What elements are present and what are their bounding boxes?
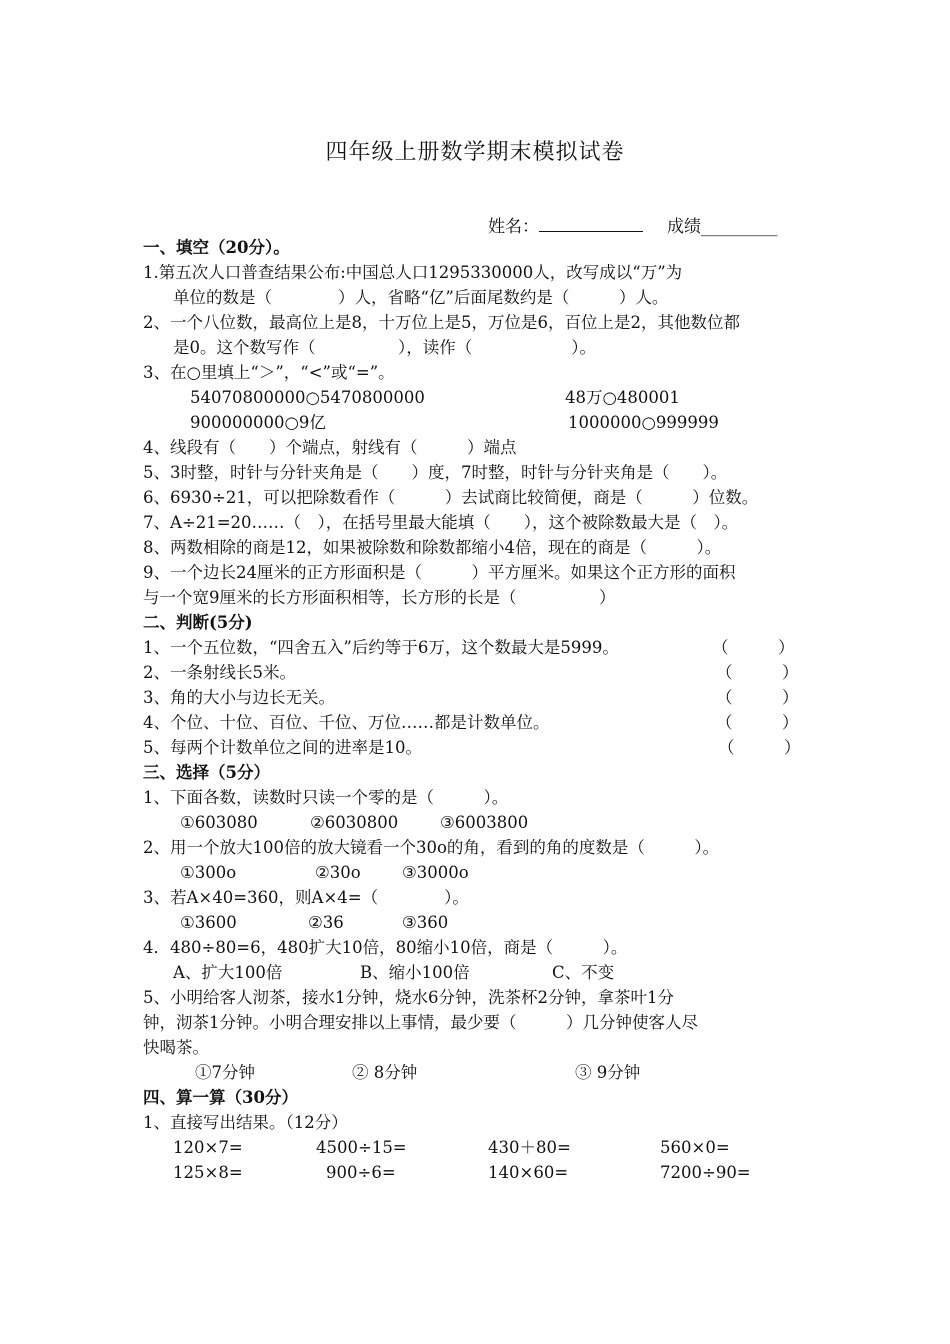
calc-item: 125×8= (173, 1163, 243, 1182)
choice-question-2: 2、用一个放大100倍的放大镜看一个30o的角，看到的角的度数是（ ）。 (143, 838, 720, 857)
compare-item-2: 48万○480001 (565, 388, 680, 407)
calc-item: 7200÷90= (660, 1163, 751, 1182)
calc-item: 4500÷15= (316, 1138, 407, 1157)
choice-2-option-2: ②30o (315, 863, 361, 882)
judge-paren-1[interactable]: （ ） (712, 638, 795, 657)
choice-2-option-3: ③3000o (402, 863, 469, 882)
choice-4-option-a: A、扩大100倍 (173, 963, 283, 982)
question-1-9-line-2: 与一个宽9厘米的长方形面积相等，长方形的长是（ ） (143, 588, 616, 607)
page-title: 四年级上册数学期末模拟试卷 (325, 140, 625, 165)
calc-item: 120×7= (173, 1138, 243, 1157)
choice-5-option-3: ③ 9分钟 (575, 1063, 641, 1082)
name-label: 姓名： (488, 217, 539, 237)
choice-3-option-3: ③360 (402, 913, 449, 932)
judge-item-5: 5、每两个计数单位之间的进率是10。 (143, 738, 422, 757)
question-1-4: 4、线段有（ ）个端点，射线有（ ）端点 (143, 438, 517, 457)
calc-subheading: 1、直接写出结果。（12分） (143, 1113, 348, 1132)
choice-1-option-1: ①603080 (180, 813, 258, 832)
judge-item-4: 4、个位、十位、百位、千位、万位……都是计数单位。 (143, 713, 550, 732)
question-1-6: 6、6930÷21，可以把除数看作（ ）去试商比较简便，商是（ ）位数。 (143, 488, 759, 507)
compare-item-3: 900000000○9亿 (190, 413, 326, 432)
question-1-1-line-1: 1.第五次人口普查结果公布:中国总人口1295330000人，改写成以“万”为 (143, 263, 683, 282)
section-2-heading: 二、判断(5分) (143, 613, 253, 632)
choice-4-option-b: B、缩小100倍 (360, 963, 470, 982)
judge-paren-3[interactable]: （ ） (716, 688, 799, 707)
judge-paren-5[interactable]: （ ） (718, 738, 801, 757)
calc-item: 900÷6= (326, 1163, 396, 1182)
question-1-8: 8、两数相除的商是12，如果被除数和除数都缩小4倍，现在的商是（ ）。 (143, 538, 722, 557)
choice-1-option-3: ③6003800 (440, 813, 529, 832)
choice-question-4: 4．480÷80=6，480扩大10倍，80缩小10倍，商是（ ）。 (143, 938, 628, 957)
judge-paren-4[interactable]: （ ） (716, 713, 799, 732)
choice-3-option-2: ②36 (308, 913, 344, 932)
section-4-heading: 四、算一算（30分） (143, 1088, 298, 1107)
judge-item-2: 2、一条射线长5米。 (143, 663, 296, 682)
calc-item: 140×60= (488, 1163, 569, 1182)
choice-3-option-1: ①3600 (180, 913, 237, 932)
question-1-9-line-1: 9、一个边长24厘米的正方形面积是（ ）平方厘米。如果这个正方形的面积 (143, 563, 736, 582)
choice-1-option-2: ②6030800 (310, 813, 399, 832)
choice-question-3: 3、若A×40=360，则A×4=（ ）。 (143, 888, 469, 907)
section-1-heading: 一、填空（20分）。 (143, 238, 290, 257)
question-1-3: 3、在○里填上“＞”，“<”或“=”。 (143, 363, 395, 382)
judge-paren-2[interactable]: （ ） (716, 663, 799, 682)
choice-question-5-line-1: 5、小明给客人沏茶，接水1分钟，烧水6分钟，洗茶杯2分钟，拿茶叶1分 (143, 988, 674, 1007)
score-label: 成绩_________ (667, 217, 778, 237)
section-3-heading: 三、选择（5分） (143, 763, 270, 782)
judge-item-1: 1、一个五位数，“四舍五入”后约等于6万，这个数最大是5999。 (143, 638, 619, 657)
choice-2-option-1: ①300o (180, 863, 237, 882)
question-1-2-line-1: 2、一个八位数，最高位上是8，十万位上是5，万位是6，百位上是2，其他数位都 (143, 313, 740, 332)
compare-item-4: 1000000○999999 (568, 413, 719, 432)
choice-5-option-2: ② 8分钟 (352, 1063, 418, 1082)
judge-item-3: 3、角的大小与边长无关。 (143, 688, 335, 707)
calc-item: 430＋80= (488, 1138, 571, 1157)
question-1-5: 5、3时整，时针与分针夹角是（ ）度，7时整，时针与分针夹角是（ ）。 (143, 463, 728, 482)
choice-4-option-c: C、不变 (552, 963, 615, 982)
name-blank[interactable] (539, 215, 643, 232)
student-info-row (488, 212, 778, 237)
choice-5-option-1: ①7分钟 (195, 1063, 255, 1082)
compare-item-1: 54070800000○5470800000 (190, 388, 425, 407)
choice-question-1: 1、下面各数，读数时只读一个零的是（ ）。 (143, 788, 509, 807)
question-1-2-line-2: 是0。这个数写作（ ），读作（ ）。 (173, 338, 596, 357)
question-1-1-line-2: 单位的数是（ ）人，省略“亿”后面尾数约是（ ）人。 (173, 288, 669, 307)
question-1-7: 7、A÷21=20……（ ），在括号里最大能填（ ），这个被除数最大是（ ）。 (143, 513, 739, 532)
calc-item: 560×0= (660, 1138, 730, 1157)
choice-question-5-line-2: 钟，沏茶1分钟。小明合理安排以上事情，最少要（ ）几分钟使客人尽 (143, 1013, 698, 1032)
choice-question-5-line-3: 快喝茶。 (143, 1038, 209, 1057)
